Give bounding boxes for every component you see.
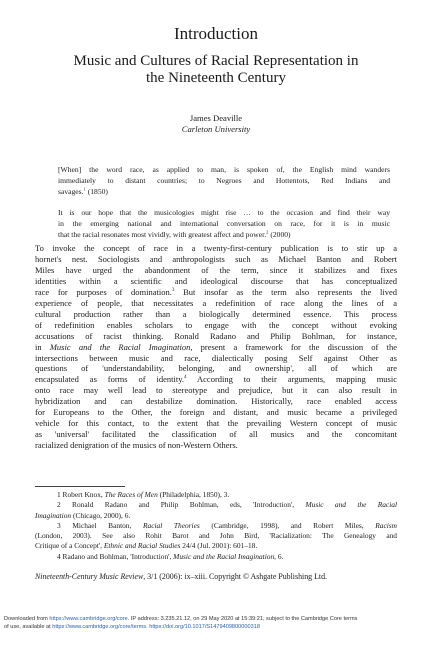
text-line: racialized denigration of the musics of non-Western Others. bbox=[35, 440, 238, 451]
text-line bbox=[35, 374, 397, 385]
footnote bbox=[35, 521, 397, 531]
text-line: intersections between music and race, dialectically posing Self against Other as bbox=[35, 352, 397, 363]
text-fragment: (Cambridge, 1998), and Robert Miles, bbox=[199, 520, 376, 530]
text-line: of redefinition enables scholars to engage with the concept without evoking bbox=[35, 319, 397, 330]
text-line bbox=[58, 187, 390, 198]
text-line: immediately to distant countries; to Negroes and Hottentots, Red Indians and bbox=[58, 175, 390, 185]
text-fragment: savages. bbox=[58, 186, 84, 196]
text-line bbox=[4, 624, 430, 632]
journal-title: Ethnic and Racial Studies bbox=[103, 541, 181, 551]
text-line: experience of people, that necessitates a redefinition of race along the lines of a bbox=[35, 297, 397, 308]
footnote-ref: 2 bbox=[266, 229, 269, 235]
section-heading: Introduction bbox=[173, 24, 259, 43]
text-fragment: 2 Ronald Radano and Philip Bohlman, eds, 'Introduction', bbox=[57, 500, 306, 510]
text-fragment: 1 Robert Knox, bbox=[57, 490, 105, 499]
text-fragment: that the racial resonates most vividly, with greatest affect and power. bbox=[58, 229, 267, 239]
text-line: identities within a scientific and ideological discourse that has conceptualized bbox=[35, 275, 397, 286]
epigraph-quote bbox=[58, 165, 390, 197]
text-line: as 'universal' facilitated the classification of all musics and the concomitant bbox=[35, 429, 397, 440]
book-title: Music and the Racial bbox=[305, 500, 397, 510]
text-fragment: of use, available at bbox=[4, 623, 53, 630]
text-line: Miles have urged the abandonment of the term, since it stabilizes and fixes bbox=[35, 264, 397, 275]
text-fragment: According to their arguments, mapping music bbox=[186, 374, 397, 385]
text-line: for Europeans to the Other, the foreign and distant, and music became a privileged bbox=[35, 407, 397, 418]
text-fragment: in bbox=[35, 341, 50, 352]
footnote-continuation bbox=[35, 511, 397, 521]
book-title: Music and the Racial Imagination bbox=[49, 341, 191, 352]
footnote bbox=[35, 500, 397, 510]
text-fragment: , 6. bbox=[274, 551, 284, 561]
text-line bbox=[35, 287, 397, 298]
download-notice bbox=[4, 616, 430, 631]
text-fragment: . bbox=[146, 623, 150, 630]
text-fragment: . IP address: 3.235.21.12, on 29 May 2020 at 15:39:21, subject to the Cambridge Core terms bbox=[127, 616, 358, 622]
text-line: accusations of racist thinking. Ronald Radano and Philip Bohlman, for instance, bbox=[35, 330, 397, 341]
article-title bbox=[40, 53, 392, 87]
cambridge-core-link[interactable]: https://www.cambridge.org/core bbox=[49, 616, 128, 622]
text-fragment: , present a framework for the discussion of the bbox=[190, 341, 397, 352]
footnote-continuation: (London, 2003). See also Rohit Barot and John Bird, 'Racialization: The Genealogy and bbox=[35, 531, 397, 541]
text-line: hybridization and can destabilize domination. Historically, race enabled access bbox=[35, 396, 397, 407]
text-fragment: 3 Michael Banton, bbox=[57, 520, 143, 530]
footnote-ref: 3 bbox=[171, 286, 175, 293]
text-line: cultural production rather than a biologically determined essence. This process bbox=[35, 308, 397, 319]
text-fragment: (Chicago, 2000), 6. bbox=[71, 510, 131, 520]
author-affiliation: Carleton University bbox=[181, 124, 251, 134]
book-title: The Races of Men bbox=[104, 490, 158, 499]
footnote bbox=[35, 490, 397, 500]
author-name: James Deaville bbox=[189, 113, 243, 123]
text-fragment: (Philadelphia, 1850), 3. bbox=[157, 490, 230, 499]
text-fragment: race for purposes of domination. bbox=[35, 286, 172, 297]
text-line: vehicle for this contact, to the extent that the prevailing Western concept of music bbox=[35, 418, 397, 429]
journal-citation bbox=[35, 571, 397, 582]
footnote bbox=[35, 552, 397, 562]
journal-name: Nineteenth-Century Music Review bbox=[35, 572, 144, 581]
text-fragment: , 3/1 (2006): ix–xiii. Copyright © Ashgate Publishing Ltd. bbox=[143, 572, 328, 581]
text-fragment: (1850) bbox=[85, 186, 108, 196]
footnote-divider bbox=[35, 486, 125, 487]
text-fragment: Downloaded from bbox=[4, 616, 50, 622]
text-fragment: 4 Radano and Bohlman, 'Introduction', bbox=[57, 551, 174, 561]
text-fragment: Critique of a Concept', bbox=[35, 541, 104, 551]
text-fragment: encapsulated as forms of identity. bbox=[35, 374, 185, 385]
text-fragment: But insofar as the term also represents the lived bbox=[174, 286, 397, 297]
text-line: It is our hope that the musicologies might rise … to the occasion and find their way bbox=[58, 208, 390, 217]
text-fragment: 24/4 (Jul. 2001): 601–18. bbox=[180, 541, 258, 551]
text-line: To invoke the concept of race in a twenty-first-century publication is to stir up a bbox=[35, 243, 397, 253]
book-title: Racism bbox=[375, 520, 397, 530]
text-line bbox=[35, 342, 397, 353]
book-title: Imagination bbox=[35, 510, 72, 520]
footnote-continuation bbox=[35, 541, 397, 551]
footnotes bbox=[35, 490, 397, 562]
book-title: Music and the Racial Imagination bbox=[173, 551, 275, 561]
text-fragment: (2000) bbox=[268, 229, 291, 239]
text-line: onto race may well lead to stereotype and prejudice, but it can also result in bbox=[35, 385, 397, 396]
text-line: in the emerging national and international conversation on race, for it is in music bbox=[58, 218, 390, 228]
doi-link[interactable]: https://doi.org/10.1017/S1479409800000318 bbox=[149, 623, 260, 630]
text-line bbox=[35, 571, 397, 582]
text-line bbox=[58, 230, 390, 241]
body-paragraph bbox=[35, 243, 397, 451]
text-line: questions of 'understandability, belonging, and ownership', all of which are bbox=[35, 363, 397, 374]
terms-link[interactable]: https://www.cambridge.org/core/terms bbox=[52, 623, 147, 630]
title-line: the Nineteenth Century bbox=[146, 70, 286, 86]
text-line: hornet's nest. Sociologists and anthropologists such as Michael Banton and Robert bbox=[35, 253, 397, 264]
epigraph-quote bbox=[58, 208, 390, 240]
footnote-ref: 1 bbox=[83, 186, 86, 192]
book-title: Racial Theories bbox=[142, 520, 200, 530]
text-line: [When] the word race, as applied to man, is spoken of, the English mind wanders bbox=[58, 165, 390, 174]
footnote-ref: 4 bbox=[184, 374, 187, 381]
title-line: Music and Cultures of Racial Representation in bbox=[73, 53, 359, 69]
text-line bbox=[4, 616, 430, 624]
